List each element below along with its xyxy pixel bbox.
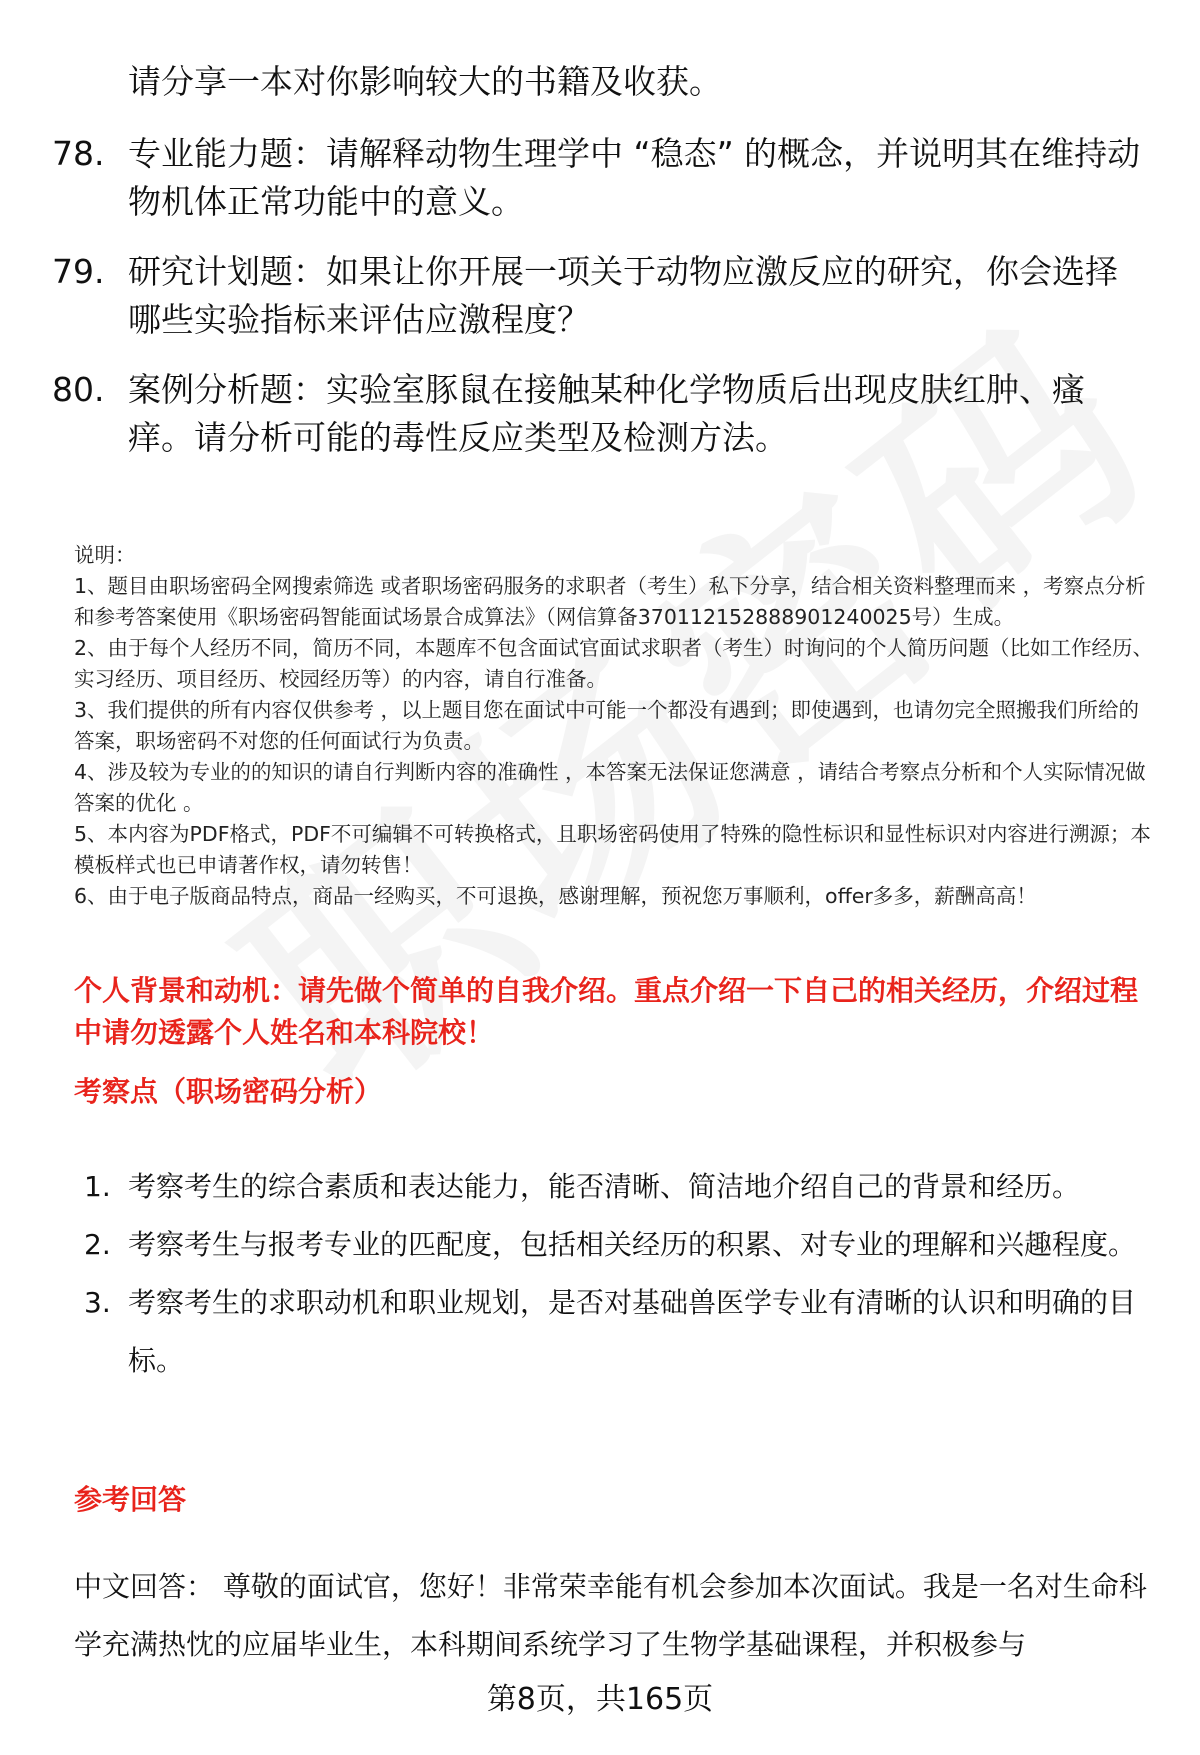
list-number: 2.: [84, 1228, 111, 1261]
note-item-3: 3、我们提供的所有内容仅供参考 ，以上题目您在面试中可能一个都没有遇到；即使遇到，也请勿完全照搬我们所给的答案，职场密码不对您的任何面试行为负责。: [74, 698, 1140, 753]
question-number: 78.: [52, 134, 105, 173]
list-text: 考察考生的求职动机和职业规划，是否对基础兽医学专业有清晰的认识和明确的目标。: [128, 1286, 1137, 1377]
list-text: 考察考生的综合素质和表达能力，能否清晰、简洁地介绍自己的背景和经历。: [128, 1170, 1081, 1203]
note-item-2: 2、由于每个人经历不同，简历不同，本题库不包含面试官面试求职者（考生）时询问的个人简历问题（比如工作经历、实习经历、项目经历、校园经历等）的内容，请自行准备。: [74, 636, 1154, 691]
list-text: 考察考生与报考专业的匹配度，包括相关经历的积累、对专业的理解和兴趣程度。: [128, 1228, 1137, 1261]
list-number: 3.: [84, 1286, 111, 1319]
analysis-item-1: [80, 1158, 1160, 1216]
analysis-item-2: [80, 1216, 1160, 1274]
reference-answer: 中文回答： 尊敬的面试官，您好！非常荣幸能有机会参加本次面试。我是一名对生命科学充满热忱的应届毕业生，本科期间系统学习了生物学基础课程，并积极参与: [74, 1570, 1147, 1661]
analysis-item-3: [80, 1274, 1160, 1390]
reference-heading: 参考回答: [74, 1483, 187, 1516]
interview-question-title: 个人背景和动机：请先做个简单的自我介绍。重点介绍一下自己的相关经历，介绍过程中请勿透露个人姓名和本科院校！: [74, 974, 1139, 1049]
question-text: 案例分析题：实验室豚鼠在接触某种化学物质后出现皮肤红肿、瘙痒。请分析可能的毒性反应类型及检测方法。: [128, 370, 1085, 457]
analysis-list: [80, 1158, 1160, 1390]
note-item-6: 6、由于电子版商品特点，商品一经购买，不可退换，感谢理解，预祝您万事顺利，offer多多，薪酬高高！: [74, 884, 1037, 908]
page-number: 第8页，共165页: [486, 1682, 714, 1717]
note-item-1: 1、题目由职场密码全网搜索筛选 或者职场密码服务的求职者（考生）私下分享，结合相关资料整理而来 ，考察点分析和参考答案使用《职场密码智能面试场景合成算法》（网信算备370112152888901240025号）生成。: [74, 574, 1146, 629]
question-text: 研究计划题：如果让你开展一项关于动物应激反应的研究，你会选择哪些实验指标来评估应激程度？: [128, 252, 1118, 339]
question-continuation: 请分享一本对你影响较大的书籍及收获。: [128, 62, 722, 101]
question-text: 专业能力题：请解释动物生理学中 “稳态” 的概念，并说明其在维持动物机体正常功能中的意义。: [128, 134, 1141, 221]
notes-section: [74, 540, 1154, 912]
note-item-5: 5、本内容为PDF格式，PDF不可编辑不可转换格式，且职场密码使用了特殊的隐性标识和显性标识对内容进行溯源；本模板样式也已申请著作权，请勿转售！: [74, 822, 1151, 877]
notes-title: 说明：: [74, 543, 136, 567]
note-item-4: 4、涉及较为专业的的知识的请自行判断内容的准确性 ，本答案无法保证您满意 ，请结合考察点分析和个人实际情况做答案的优化 。: [74, 760, 1146, 815]
question-number: 79.: [52, 252, 105, 291]
list-number: 1.: [84, 1170, 111, 1203]
question-number: 80.: [52, 370, 105, 409]
analysis-heading: 考察点（职场密码分析）: [74, 1075, 383, 1108]
